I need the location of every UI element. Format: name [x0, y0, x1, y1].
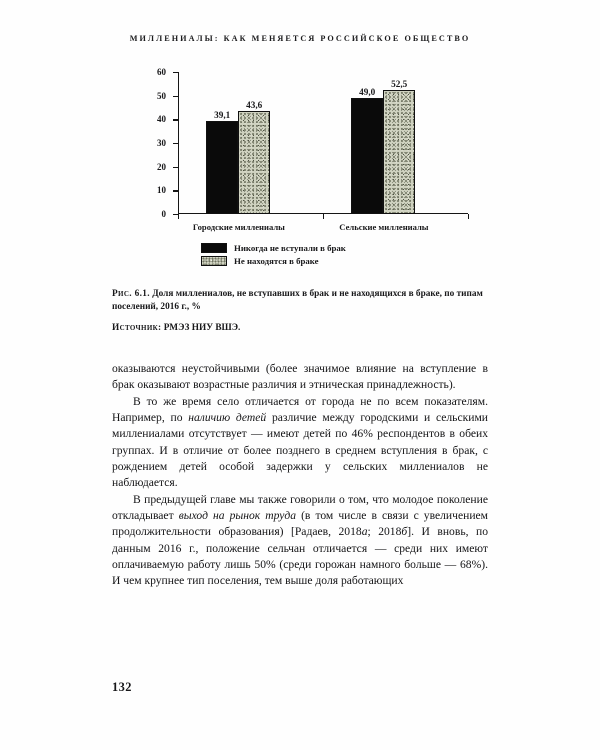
paragraph-3-text-c: ; 2018: [367, 525, 402, 539]
y-axis-tick: [157, 185, 178, 196]
legend-swatch-solid-icon: [201, 243, 227, 253]
bar: [383, 78, 415, 214]
paragraph-3-citation-suffix-a: а: [361, 525, 368, 539]
bar: [351, 87, 383, 214]
figure-caption: [112, 288, 488, 315]
legend-swatch-speckled-icon: [201, 256, 227, 266]
x-axis-tick: [178, 214, 179, 219]
paragraph-3-citation-suffix-b: б: [401, 525, 408, 539]
legend-item-never-married: [201, 243, 495, 253]
figure-caption-number: Рис. 6.1.: [112, 289, 150, 299]
x-axis-tick: [323, 214, 324, 219]
paragraph-2-emphasis: наличию детей: [188, 411, 267, 425]
bar-value-label: 49,0: [359, 87, 376, 98]
bar: [238, 99, 270, 214]
legend-label-never-married: Никогда не вступали в брак: [234, 243, 346, 253]
bar-value-label: 43,6: [246, 99, 263, 110]
paragraph-3-text-a: В предыдущей главе мы также говорили о том, что молодое поколение откладывает: [112, 492, 488, 523]
y-axis-tick: [157, 67, 178, 77]
page-number: 132: [112, 680, 132, 694]
running-head: МИЛЛЕНИАЛЫ: КАК МЕНЯЕТСЯ РОССИЙСКОЕ ОБЩЕСТВО: [129, 34, 471, 43]
bar: [206, 110, 238, 214]
paragraph-1-text: оказываются неустойчивыми (более значимое влияние на вступление в брак оказывают возрастные различия и этническая принадлежность).: [112, 362, 488, 392]
figure-6-1: [0, 62, 600, 268]
body-text: [112, 361, 488, 590]
figure-source: [112, 322, 488, 335]
bar-value-label: 52,5: [391, 78, 408, 89]
y-axis-tick-label: 0: [161, 209, 166, 219]
paragraph-3-text-b: (в том числе в связи с увеличением продолжительности образования) [Радаев, 2018: [112, 509, 488, 539]
paragraph-3-text-d: ]. И вновь, по данным 2016 г., положение сельчан отличается — среди них имеют оплачиваемую работу лишь 50% (среди горожан намного больше — 68%). И чем крупнее тип поселения, тем выше доля работающих: [112, 525, 488, 588]
x-axis-category-label: Городские миллениалы: [192, 222, 285, 232]
x-axis-tick: [468, 214, 469, 219]
y-axis-tick-label: 20: [157, 161, 166, 172]
y-axis-tick-label: 40: [157, 114, 166, 125]
paragraph-2: [112, 394, 488, 492]
category-label-group: [178, 222, 468, 236]
y-axis-tick: [157, 114, 178, 125]
chart-plot-area: [157, 67, 468, 219]
y-axis-tick-label: 50: [157, 90, 166, 101]
figure-caption-text: Доля миллениалов, не вступавших в брак и не находящихся в браке, по типам поселений, 2016 г., %: [112, 289, 483, 313]
y-axis-tick-label: 10: [157, 185, 166, 196]
legend-label-not-in-marriage: Не находятся в браке: [234, 255, 319, 266]
paragraph-2-text-b: различие между городскими и сельскими миллениалами отсутствует — имеют детей по 46% респондентов в обеих группах. И в отличие от более позднего в среднем вступления в брак, с рождением детей особой задержки у сельских миллениалов не наблюдается.: [112, 411, 488, 490]
y-axis-tick: [157, 138, 178, 148]
paragraph-3: [112, 492, 488, 590]
figure-source-label: Источник:: [112, 323, 162, 333]
paragraph-3-emphasis: выход на рынок труда: [178, 509, 297, 523]
paragraph-1: [112, 361, 488, 394]
y-axis-tick: [157, 90, 178, 101]
x-axis-category-label: Сельские миллениалы: [339, 222, 429, 232]
y-axis-tick: [157, 161, 178, 172]
bar-chart: [155, 62, 495, 237]
legend-item-not-in-marriage: [201, 256, 495, 266]
figure-source-text: РМЭЗ НИУ ВШЭ.: [161, 323, 241, 333]
y-axis-tick-label: 60: [157, 67, 166, 77]
y-axis: [178, 72, 179, 214]
chart-legend: [155, 243, 495, 266]
y-axis-tick-label: 30: [157, 138, 166, 148]
paragraph-2-text-a: В то же время село отличается от города не по всем показателям. Например, по: [112, 394, 488, 425]
bar-value-label: 39,1: [214, 110, 231, 121]
